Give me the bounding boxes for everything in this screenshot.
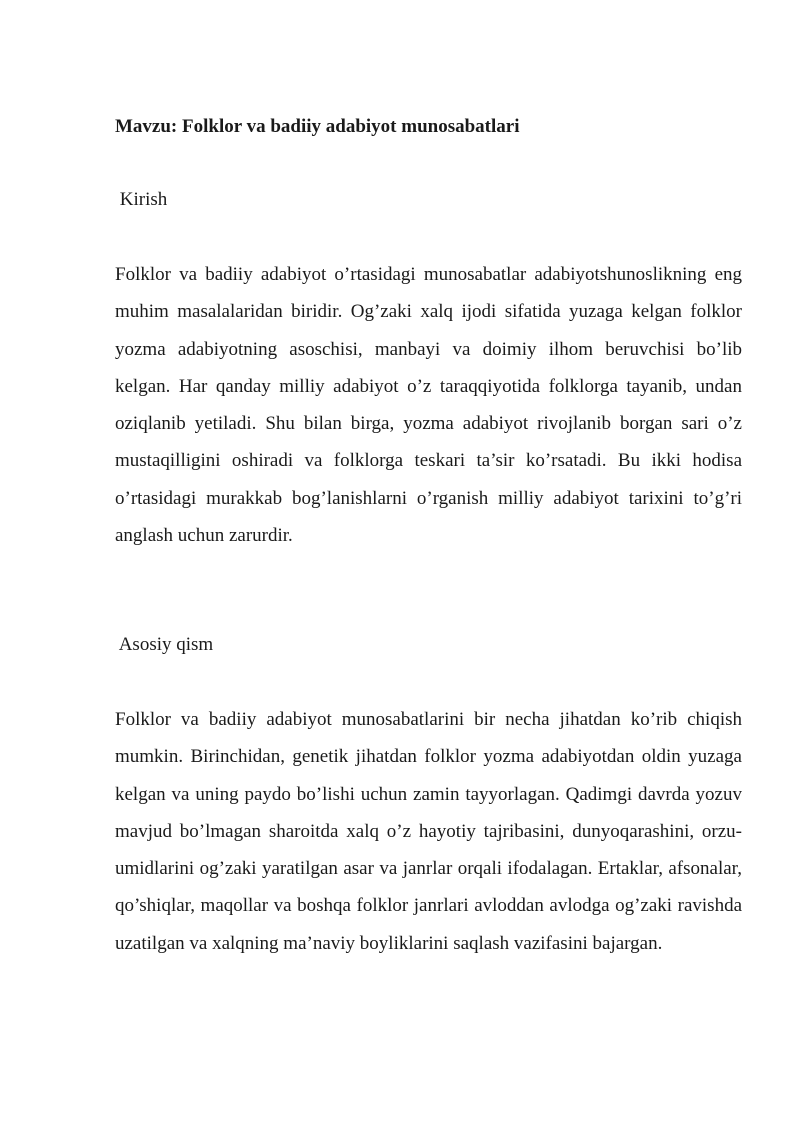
section-heading-introduction: Kirish — [115, 189, 168, 210]
section-heading-main-part: Asosiy qism — [115, 634, 214, 655]
document-title: Mavzu: Folklor va badiiy adabiyot munosabatlari — [115, 116, 520, 137]
section-paragraph-introduction: Folklor va badiiy adabiyot o’rtasidagi munosabatlar adabiyotshunoslikning eng muhim masalalaridan biridir. Og’zaki xalq ijodi sifatida yuzaga kelgan folklor yozma adabiyotning asoschisi, manbayi va doimiy ilhom beruvchisi bo’lib kelgan. Har qanday milliy adabiyot o’z taraqqiyotida folklorga tayanib, undan oziqlanib yetiladi. Shu bilan birga, yozma adabiyot rivojlanib borgan sari o’z mustaqilligini oshiradi va folklorga teskari ta’sir ko’rsatadi. Bu ikki hodisa o’rtasidagi murakkab bog’lanishlarni o’rganish milliy adabiyot tarixini to’g’ri anglash uchun zarurdir. — [115, 264, 742, 547]
section-paragraph-main-part: Folklor va badiiy adabiyot munosabatlarini bir necha jihatdan ko’rib chiqish mumkin. Birinchidan, genetik jihatdan folklor yozma adabiyotdan oldin yuzaga kelgan va uning paydo bo’lishi uchun zamin tayyorlagan. Qadimgi davrda yozuv mavjud bo’lmagan sharoitda xalq o’z hayotiy tajribasini, dunyoqarashini, orzu-umidlarini og’zaki yaratilgan asar va janrlar orqali ifodalagan. Ertaklar, afsonalar, qo’shiqlar, maqollar va boshqa folklor janrlari avloddan avlodga og’zaki ravishda uzatilgan va xalqning ma’naviy boyliklarini saqlash vazifasini bajargan. — [115, 709, 742, 954]
